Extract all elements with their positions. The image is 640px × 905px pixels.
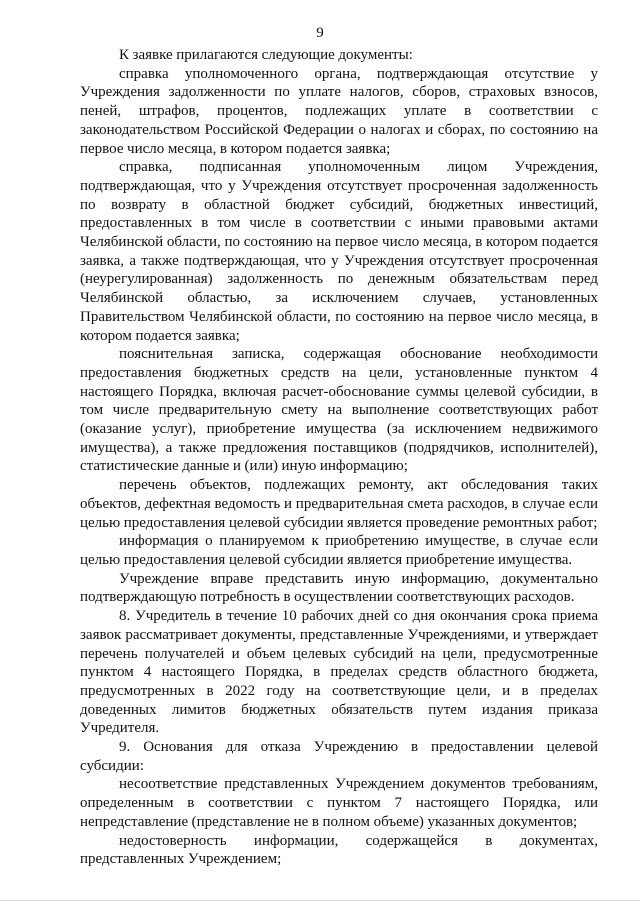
paragraph-clause-9: 9. Основания для отказа Учреждению в предоставлении целевой субсидии:	[80, 739, 598, 774]
page-bottom-edge	[0, 900, 640, 901]
page-number: 9	[316, 25, 324, 41]
paragraph-inaccuracy: недостоверность информации, содержащейся в документах, представленных Учреждением;	[80, 832, 598, 868]
document-body	[80, 46, 598, 869]
paragraph-explanatory-note: пояснительная записка, содержащая обоснование необходимости предоставления бюджетных средств на цели, установленные пунктом 4 настоящего Порядка, включая расчет-обоснование суммы целевой субсидии, в том числе предварительную смету на выполнение соответствующих работ (оказание услуг), приобретение имущества (за исключением недвижимого имущества), а также предложения поставщиков (подрядчиков, исполнителей), статистические данные и (или) иную информацию;	[80, 346, 598, 475]
paragraph-noncompliance: несоответствие представленных Учреждением документов требованиям, определенным в соответствии с пунктом 7 настоящего Порядка, или непредставление (представление не в полном объеме) указанных документов;	[80, 776, 598, 830]
paragraph-repair-objects-list: перечень объектов, подлежащих ремонту, акт обследования таких объектов, дефектная ведомость и предварительная смета расходов, в случае если целью предоставления целевой субсидии является проведение ремонтных работ;	[80, 477, 598, 531]
paragraph-clause-8: 8. Учредитель в течение 10 рабочих дней со дня окончания срока приема заявок рассматривает документы, представленные Учреждениями, и утверждает перечень получателей и объем целевых субсидий на цели, предусмотренные пунктом 4 настоящего Порядка, в пределах средств областного бюджета, предусмотренных в 2022 году на соответствующие цели, и в пределах доведенных лимитов бюджетных обязательств путем издания приказа Учредителя.	[80, 608, 598, 737]
paragraph-tax-certificate: справка уполномоченного органа, подтверждающая отсутствие у Учреждения задолженности по уплате налогов, сборов, страховых взносов, пеней, штрафов, процентов, подлежащих уплате в соответствии с законодательством Российской Федерации о налогах и сборах, по состоянию на первое число месяца, в котором подается заявка;	[80, 65, 598, 157]
paragraph-additional-info: Учреждение вправе представить иную информацию, документально подтверждающую потребность в осуществлении соответствующих расходов.	[80, 570, 598, 606]
paragraph-property-info: информация о планируемом к приобретению имуществе, в случае если целью предоставления целевой субсидии является приобретение имущества.	[80, 533, 598, 568]
paragraph-attachments-intro: К заявке прилагаются следующие документы:	[119, 47, 413, 63]
paragraph-debt-certificate: справка, подписанная уполномоченным лицом Учреждения, подтверждающая, что у Учреждения отсутствует просроченная задолженность по возврату в областной бюджет субсидий, бюджетных инвестиций, предоставленных в том числе в соответствии с иными правовыми актами Челябинской области, по состоянию на первое число месяца, в котором подается заявка, а также подтверждающая, что у Учреждения отсутствует просроченная (неурегулированная) задолженность по денежным обязательствам перед Челябинской областью, за исключением случаев, установленных Правительством Челябинской области, по состоянию на первое число месяца, в котором подается заявка;	[80, 159, 598, 344]
